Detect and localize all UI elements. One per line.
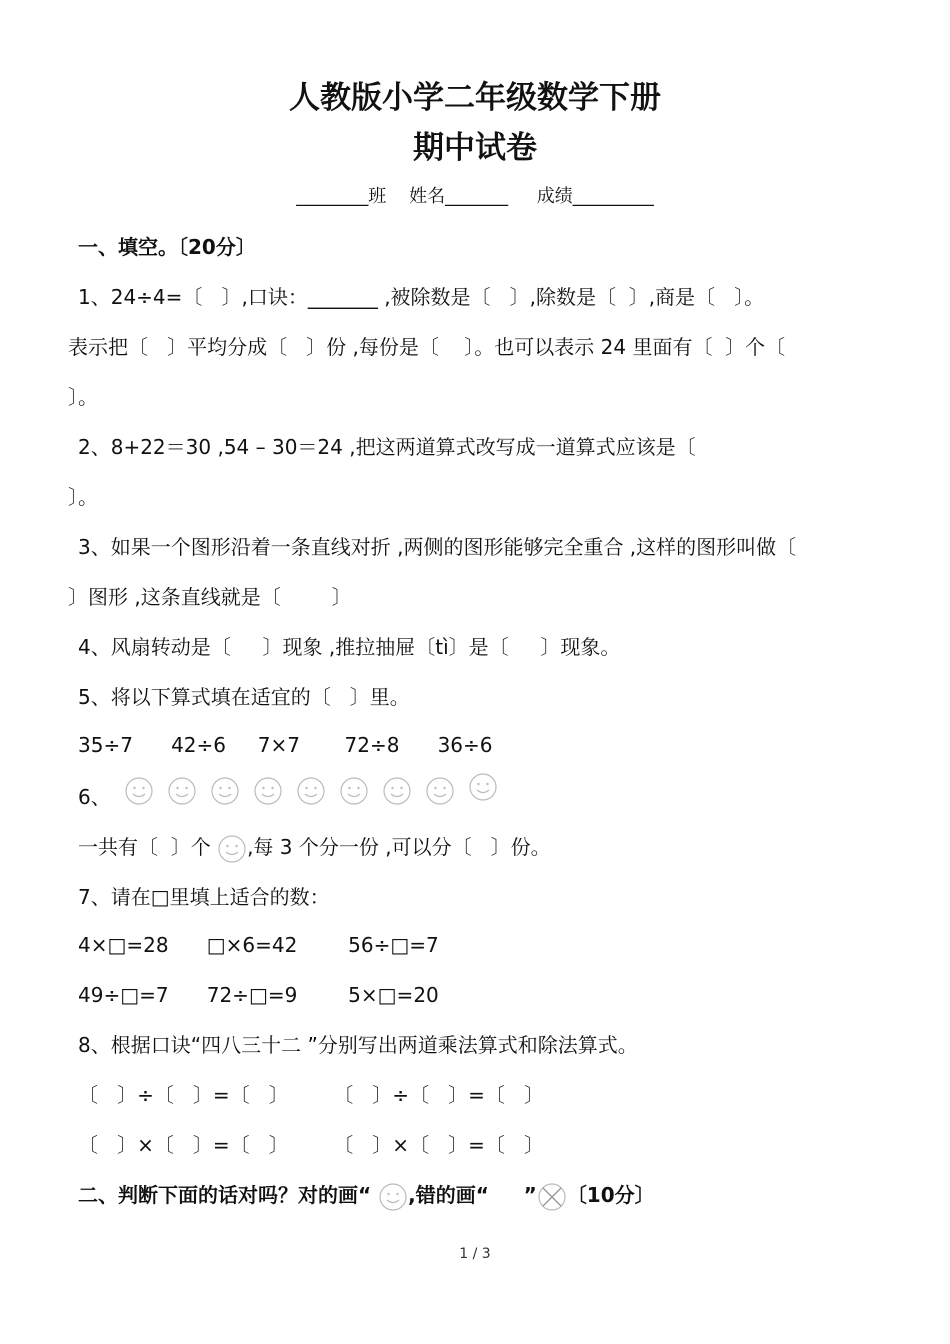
- q2-line2: 〕。: [68, 485, 98, 509]
- page-subtitle: 期中试卷: [413, 130, 537, 166]
- section1-heading: 一、填空。〔20分〕: [78, 235, 256, 259]
- cross-circle-icon: [537, 1182, 567, 1212]
- section2-part2: ,错的画“ ”: [408, 1183, 537, 1207]
- q5-line: 5、将以下算式填在适宜的〔 〕里。: [78, 685, 410, 709]
- smiley-icon: [296, 776, 326, 806]
- smiley-icon: [468, 772, 498, 802]
- smiley-icon: [167, 776, 197, 806]
- q8-row1: 〔 〕÷〔 〕=〔 〕 〔 〕÷〔 〕=〔 〕: [78, 1083, 544, 1107]
- q2-line1: 2、8+22＝30 ,54 – 30＝24 ,把这两道算式改写成一道算式应该是〔: [78, 435, 696, 459]
- q5-expressions: 35÷7 42÷6 7×7 72÷8 36÷6: [78, 733, 493, 757]
- page-title: 人教版小学二年级数学下册: [289, 80, 661, 116]
- q3-line2: 〕图形 ,这条直线就是〔 〕: [68, 585, 352, 609]
- q6-before: 一共有〔 〕个: [78, 835, 218, 859]
- q7-line: 7、请在□里填上适合的数：: [78, 885, 330, 909]
- section2-part1: 二、判断下面的话对吗？对的画“: [78, 1183, 379, 1207]
- smiley-icon: [339, 776, 369, 806]
- smiley-icon: [382, 776, 412, 806]
- smiley-icon: [210, 776, 240, 806]
- smiley-icon: [425, 776, 455, 806]
- page-number: 1 / 3: [459, 1246, 491, 1262]
- q6-label: 6、: [78, 785, 111, 809]
- q6-after: ,每 3 个分一份 ,可以分〔 〕份。: [247, 835, 551, 859]
- q8-line: 8、根据口诀“四八三十二 ”分别写出两道乘法算式和除法算式。: [78, 1033, 638, 1057]
- q1-line3: 〕。: [68, 385, 98, 409]
- q4-line: 4、风扇转动是〔 〕现象 ,推拉抽屉〔tì〕是〔 〕现象。: [78, 635, 621, 659]
- section2-heading: [78, 1180, 655, 1212]
- q8-row2: 〔 〕×〔 〕=〔 〕 〔 〕×〔 〕=〔 〕: [78, 1133, 544, 1157]
- section2-part3: 〔10分〕: [566, 1183, 655, 1207]
- smiley-icon: [253, 776, 283, 806]
- smiley-icon: [217, 834, 247, 864]
- smiley-icon: [378, 1182, 408, 1212]
- q3-line1: 3、如果一个图形沿着一条直线对折 ,两侧的图形能够完全重合 ,这样的图形叫做〔: [78, 535, 797, 559]
- smiley-icon: [124, 776, 154, 806]
- q7-row2: 49÷□=7 72÷□=9 5×□=20: [78, 983, 439, 1007]
- q1-line2: 表示把〔 〕平均分成〔 〕份 ,每份是〔 〕。也可以表示 24 里面有〔 〕个〔: [68, 335, 786, 359]
- student-info-line: ________班 姓名_______ 成绩_________: [296, 186, 654, 207]
- q7-row1: 4×□=28 □×6=42 56÷□=7: [78, 933, 439, 957]
- q6-line: [78, 832, 551, 864]
- q1-line1: 1、24÷4=〔 〕,口诀：_______ ,被除数是〔 〕,除数是〔 〕,商是〔 〕。: [78, 285, 765, 309]
